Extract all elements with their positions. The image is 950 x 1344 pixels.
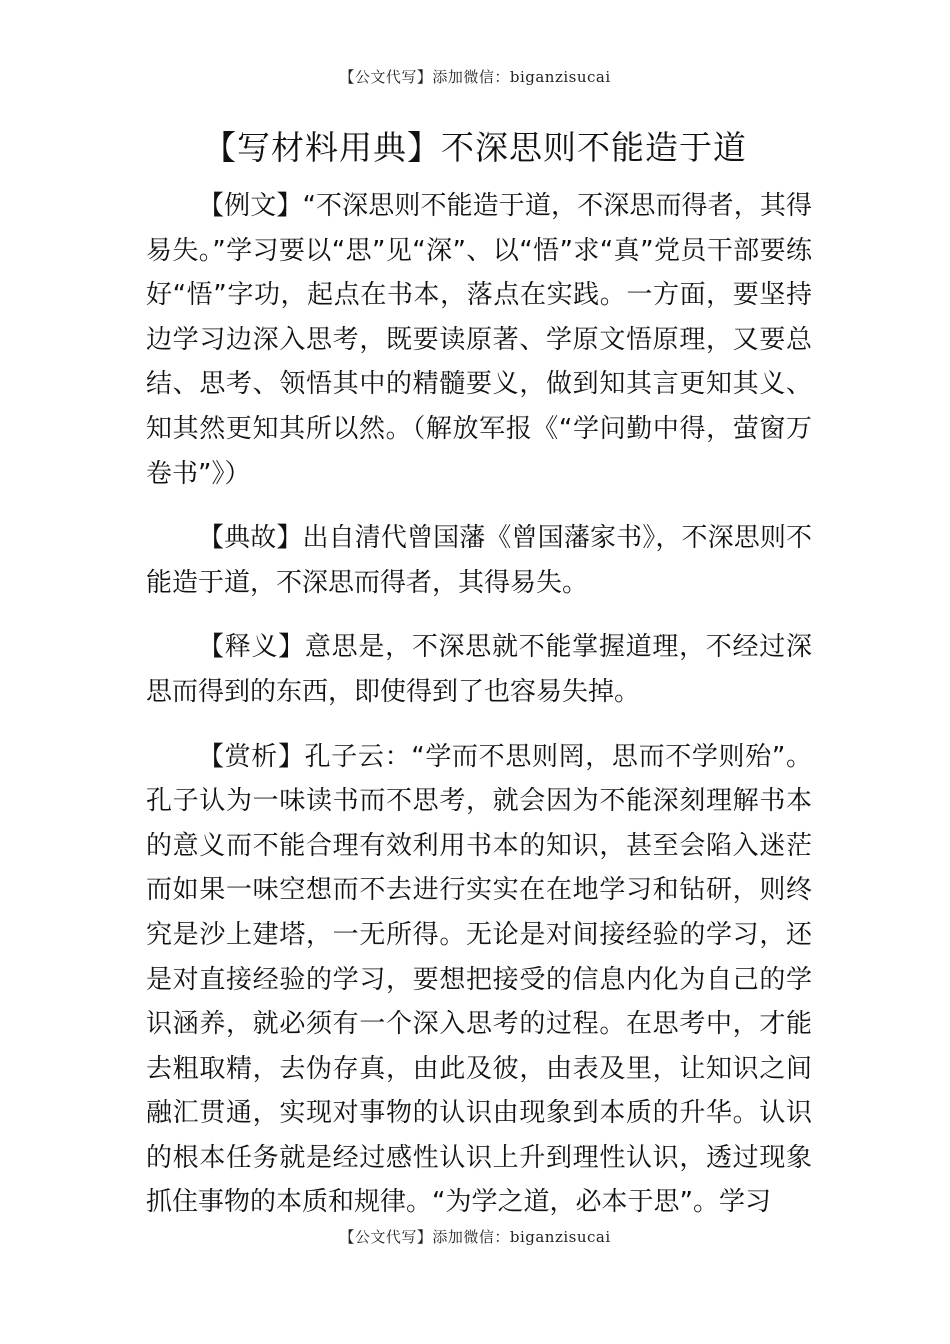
page-footer: 【公文代写】添加微信：biganzisucai — [339, 1228, 611, 1246]
document-body — [146, 184, 812, 1245]
paragraph-meaning: 【释义】意思是，不深思就不能掌握道理，不经过深思而得到的东西，即使得到了也容易失掉。 — [146, 632, 812, 707]
paragraph-origin: 【典故】出自清代曾国藩《曾国藩家书》，不深思则不能造于道，不深思而得者，其得易失。 — [146, 523, 812, 598]
paragraph-analysis: 【赏析】孔子云：“学而不思则罔，思而不学则殆”。孔子认为一味读书而不思考，就会因为不能深刻理解书本的意义而不能合理有效利用书本的知识，甚至会陷入迷茫而如果一味空想而不去进行实实在在地学习和钻研，则终究是沙上建塔，一无所得。无论是对间接经验的学习，还是对直接经验的学习，要想把接受的信息内化为自己的学识涵养，就必须有一个深入思考的过程。在思考中，才能去粗取精，去伪存真，由此及彼，由表及里，让知识之间融汇贯通，实现对事物的认识由现象到本质的升华。认识的根本任务就是经过感性认识上升到理性认识，透过现象抓住事物的本质和规律。“为学之道，必本于思”。学习 — [146, 741, 812, 1218]
paragraph-example: 【例文】“不深思则不能造于道，不深思而得者，其得易失。”学习要以“思”见“深”、以“悟”求“真”党员干部要练好“悟”字功，起点在书本，落点在实践。一方面，要坚持边学习边深入思考，既要读原著、学原文悟原理，又要总结、思考、领悟其中的精髓要义，做到知其言更知其义、知其然更知其所以然。（解放军报《“学问勤中得，萤窗万卷书”》） — [146, 191, 812, 489]
page-header: 【公文代写】添加微信：biganzisucai — [339, 68, 611, 86]
document-title: 【写材料用典】不深思则不能造于道 — [203, 128, 747, 167]
